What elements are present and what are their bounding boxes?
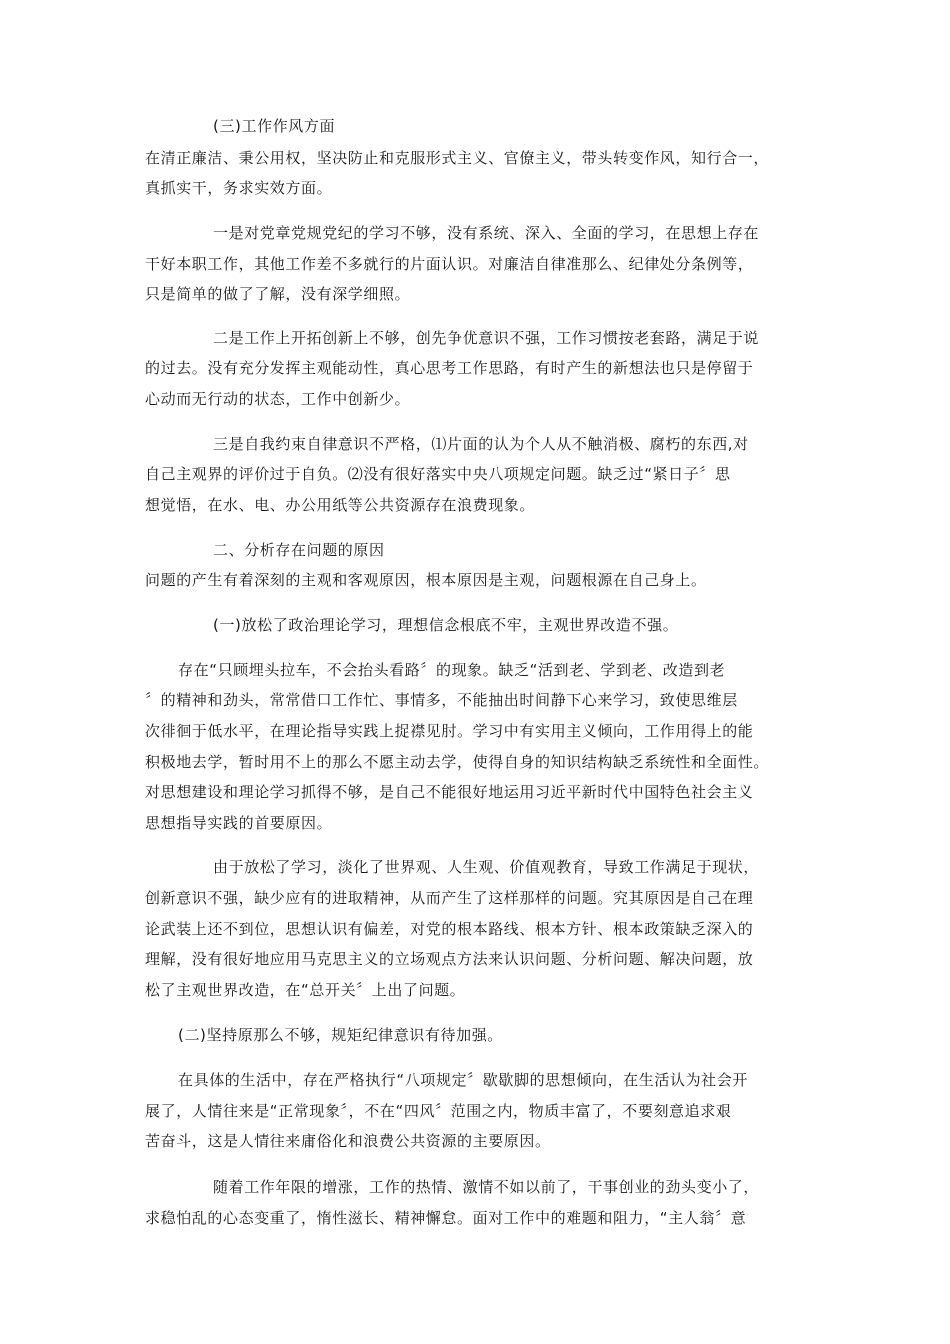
paragraph-line: 展了，人情往来是“正常现象〞，不在“四风〞范围之内，物质丰富了，不要刻意追求艰 bbox=[145, 1102, 732, 1120]
paragraph-line: 积极地去学，暂时用不上的那么不愿主动去学，使得自身的知识结构缺乏系统性和全面性。 bbox=[145, 753, 770, 771]
paragraph-line: 三是自我约束自律意识不严格，⑴片面的认为个人从不触消极、腐朽的东西,对 bbox=[213, 435, 749, 453]
heading-work-style: (三)工作作风方面 bbox=[213, 117, 336, 135]
paragraph-line: 一是对党章党规党纪的学习不够，没有系统、深入、全面的学习，在思想上存在 bbox=[213, 224, 760, 242]
paragraph-line: 在清正廉洁、秉公用权，坚决防止和克服形式主义、官僚主义，带头转变作风，知行合一， bbox=[145, 149, 770, 167]
paragraph-line: 思想指导实践的首要原因。 bbox=[145, 814, 333, 832]
paragraph-line: 苦奋斗，这是人情往来庸俗化和浪费公共资源的主要原因。 bbox=[145, 1132, 551, 1150]
paragraph-line: 在具体的生活中，存在严格执行“八项规定〞歇歇脚的思想倾向，在生活认为社会开 bbox=[178, 1071, 748, 1089]
paragraph-line: 自己主观界的评价过于自负。⑵没有很好落实中央八项规定问题。缺乏过“紧日子〞思 bbox=[145, 465, 731, 483]
paragraph-line: 想觉悟，在水、电、办公用纸等公共资源存在浪费现象。 bbox=[145, 496, 536, 514]
paragraph-line: 心动而无行动的状态，工作中创新少。 bbox=[145, 390, 411, 408]
paragraph-line: 理解，没有很好地应用马克思主义的立场观点方法来认识问题、分析问题、解决问题，放 bbox=[145, 950, 754, 968]
paragraph-line: 的过去。没有充分发挥主观能动性，真心思考工作思路，有时产生的新想法也只是停留于 bbox=[145, 359, 754, 377]
paragraph-line: 对思想建设和理论学习抓得不够，是自己不能很好地运用习近平新时代中国特色社会主义 bbox=[145, 783, 754, 801]
paragraph-line: 创新意识不强，缺少应有的进取精神，从而产生了这样那样的问题。究其原因是自己在理 bbox=[145, 889, 754, 907]
paragraph-line: 次徘徊于低水平，在理论指导实践上捉襟见肘。学习中有实用主义倾向，工作用得上的能 bbox=[145, 722, 754, 740]
paragraph-line: 论武装上还不到位，思想认识有偏差，对党的根本路线、根本方针、根本政策缺乏深入的 bbox=[145, 920, 754, 938]
paragraph-line: 松了主观世界改造，在“总开关〞上出了问题。 bbox=[145, 981, 466, 999]
paragraph-line: 问题的产生有着深刻的主观和客观原因，根本原因是主观，问题根源在自己身上。 bbox=[145, 571, 707, 589]
paragraph-line: 由于放松了学习，淡化了世界观、人生观、价值观教育，导致工作满足于现状， bbox=[213, 858, 760, 876]
paragraph-line: 只是简单的做了了解，没有深学细照。 bbox=[145, 285, 411, 303]
paragraph-line: 随着工作年限的增涨，工作的热情、激情不如以前了，干事创业的劲头变小了， bbox=[213, 1178, 760, 1196]
heading-cause-analysis: 二、分析存在问题的原因 bbox=[213, 541, 385, 559]
paragraph-line: 求稳怕乱的心态变重了，惰性滋长、精神懈怠。面对工作中的难题和阻力，“主人翁〞意 bbox=[145, 1209, 747, 1227]
paragraph-line: 〞的精神和劲头，常常借口工作忙、事情多，不能抽出时间静下心来学习，致使思维层 bbox=[145, 691, 738, 709]
subheading-theory-study: (一)放松了政治理论学习，理想信念根底不牢，主观世界改造不强。 bbox=[213, 616, 679, 634]
paragraph-line: 二是工作上开拓创新上不够，创先争优意识不强，工作习惯按老套路，满足于说 bbox=[213, 329, 760, 347]
paragraph-line: 干好本职工作，其他工作差不多就行的片面认识。对廉洁自律准那么、纪律处分条例等， bbox=[145, 255, 754, 273]
subheading-discipline: (二)坚持原那么不够，规矩纪律意识有待加强。 bbox=[178, 1026, 503, 1044]
paragraph-line: 存在“只顾埋头拉车，不会抬头看路〞的现象。缺乏“活到老、学到老、改造到老 bbox=[178, 661, 726, 679]
paragraph-line: 真抓实干，务求实效方面。 bbox=[145, 179, 333, 197]
